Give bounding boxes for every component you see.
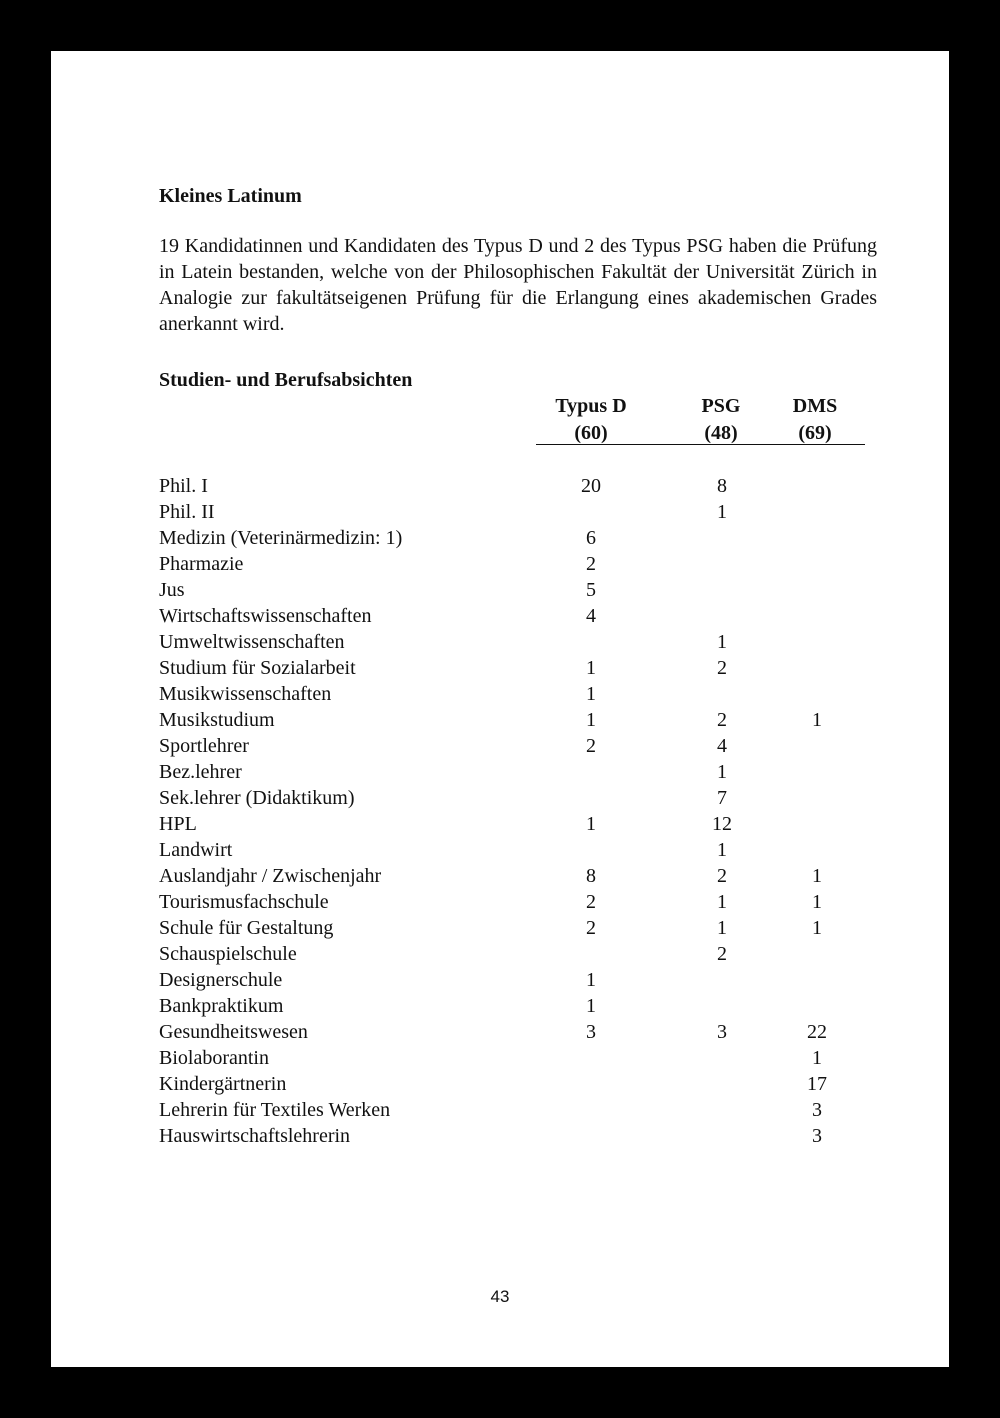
dms-value: 1	[812, 891, 822, 913]
typus-d-value: 8	[586, 865, 596, 887]
row-label: Bankpraktikum	[159, 995, 284, 1017]
section-heading-studien: Studien- und Berufsabsichten	[159, 369, 413, 391]
typus-d-value: 1	[586, 709, 596, 731]
dms-value: 17	[807, 1073, 827, 1095]
column-header-count: (69)	[798, 422, 832, 444]
table-row	[159, 941, 879, 967]
column-header-typus-d	[536, 393, 646, 447]
row-label: Pharmazie	[159, 553, 244, 575]
table-row	[159, 993, 879, 1019]
psg-value: 1	[717, 891, 727, 913]
row-label: Studium für Sozialarbeit	[159, 657, 356, 679]
table-row	[159, 577, 879, 603]
table-row	[159, 759, 879, 785]
table-row	[159, 473, 879, 499]
typus-d-value: 5	[586, 579, 596, 601]
table-row	[159, 499, 879, 525]
psg-value: 12	[712, 813, 732, 835]
row-label: Umweltwissenschaften	[159, 631, 345, 653]
dms-value: 3	[812, 1125, 822, 1147]
column-header-count: (60)	[574, 422, 608, 444]
document-page	[51, 51, 949, 1367]
table-row	[159, 811, 879, 837]
row-label: Jus	[159, 579, 185, 601]
header-underline	[536, 444, 865, 445]
typus-d-value: 1	[586, 969, 596, 991]
table-row	[159, 837, 879, 863]
row-label: Auslandjahr / Zwischenjahr	[159, 865, 382, 887]
row-label: Phil. II	[159, 501, 215, 523]
row-label: Tourismusfachschule	[159, 891, 329, 913]
row-label: Musikstudium	[159, 709, 275, 731]
typus-d-value: 3	[586, 1021, 596, 1043]
row-label: Bez.lehrer	[159, 761, 242, 783]
table-row	[159, 863, 879, 889]
row-label: Gesundheitswesen	[159, 1021, 308, 1043]
row-label: Musikwissenschaften	[159, 683, 332, 705]
row-label: Phil. I	[159, 475, 208, 497]
table-row	[159, 603, 879, 629]
table-row	[159, 785, 879, 811]
row-label: Landwirt	[159, 839, 233, 861]
column-header-count: (48)	[704, 422, 738, 444]
dms-value: 1	[812, 917, 822, 939]
row-label: Biolaborantin	[159, 1047, 269, 1069]
psg-value: 2	[717, 865, 727, 887]
typus-d-value: 1	[586, 683, 596, 705]
typus-d-value: 2	[586, 917, 596, 939]
psg-value: 1	[717, 839, 727, 861]
psg-value: 3	[717, 1021, 727, 1043]
row-label: HPL	[159, 813, 197, 835]
table-row	[159, 681, 879, 707]
psg-value: 8	[717, 475, 727, 497]
row-label: Designerschule	[159, 969, 283, 991]
row-label: Schauspielschule	[159, 943, 297, 965]
row-label: Hauswirtschaftslehrerin	[159, 1125, 351, 1147]
table-row	[159, 655, 879, 681]
table-row	[159, 525, 879, 551]
typus-d-value: 1	[586, 995, 596, 1017]
section-heading-latinum: Kleines Latinum	[159, 185, 302, 207]
column-header-psg	[681, 393, 761, 447]
column-header-name: PSG	[701, 395, 741, 417]
table-row	[159, 1123, 879, 1149]
psg-value: 1	[717, 917, 727, 939]
column-header-dms	[775, 393, 855, 447]
table-row	[159, 967, 879, 993]
study-intentions-table	[159, 473, 879, 1149]
dms-value: 1	[812, 709, 822, 731]
typus-d-value: 6	[586, 527, 596, 549]
row-label: Sportlehrer	[159, 735, 249, 757]
psg-value: 2	[717, 943, 727, 965]
psg-value: 1	[717, 501, 727, 523]
row-label: Lehrerin für Textiles Werken	[159, 1099, 391, 1121]
dms-value: 3	[812, 1099, 822, 1121]
typus-d-value: 20	[581, 475, 601, 497]
table-row	[159, 733, 879, 759]
row-label: Sek.lehrer (Didaktikum)	[159, 787, 355, 809]
dms-value: 1	[812, 1047, 822, 1069]
row-label: Wirtschaftswissenschaften	[159, 605, 372, 627]
dms-value: 22	[807, 1021, 827, 1043]
typus-d-value: 4	[586, 605, 596, 627]
typus-d-value: 1	[586, 657, 596, 679]
table-row	[159, 889, 879, 915]
row-label: Kindergärtnerin	[159, 1073, 287, 1095]
psg-value: 4	[717, 735, 727, 757]
row-label: Medizin (Veterinärmedizin: 1)	[159, 527, 403, 549]
table-row	[159, 707, 879, 733]
column-header-name: Typus D	[555, 395, 627, 417]
latinum-paragraph: 19 Kandidatinnen und Kandidaten des Typus D und 2 des Typus PSG haben die Prüfung in Latein bestanden, welche von der Philosophischen Fakultät der Universität Zürich in Analogie zur fakultätseigenen Prüfung für die Erlangung eines akademischen Grades anerkannt wird.	[159, 235, 877, 335]
typus-d-value: 2	[586, 735, 596, 757]
psg-value: 2	[717, 709, 727, 731]
psg-value: 2	[717, 657, 727, 679]
page-number: 43	[490, 1287, 510, 1306]
psg-value: 1	[717, 631, 727, 653]
row-label: Schule für Gestaltung	[159, 917, 334, 939]
table-row	[159, 629, 879, 655]
psg-value: 7	[717, 787, 727, 809]
table-row	[159, 915, 879, 941]
typus-d-value: 2	[586, 553, 596, 575]
psg-value: 1	[717, 761, 727, 783]
typus-d-value: 2	[586, 891, 596, 913]
column-header-name: DMS	[792, 395, 838, 417]
dms-value: 1	[812, 865, 822, 887]
table-row	[159, 1019, 879, 1045]
table-row	[159, 1045, 879, 1071]
table-row	[159, 1071, 879, 1097]
table-row	[159, 551, 879, 577]
table-row	[159, 1097, 879, 1123]
typus-d-value: 1	[586, 813, 596, 835]
